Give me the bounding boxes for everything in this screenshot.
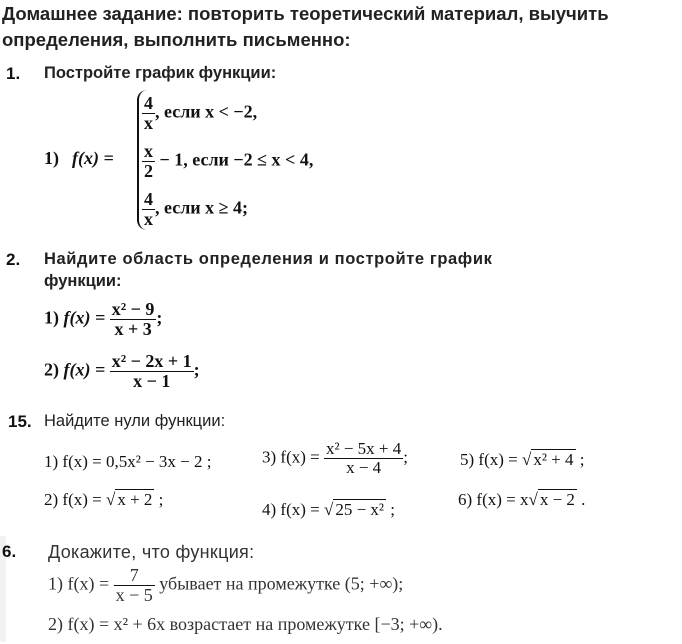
task2-title-line2: функции: <box>44 272 122 290</box>
task15-item1: 1) f(x) = 0,5x² − 3x − 2 ; <box>44 452 212 471</box>
task2-title-line1: Найдите область определения и постройте график <box>44 250 493 268</box>
task1-fx: f(x) = <box>72 148 114 168</box>
task2-item1: 1) f(x) = $\frac{\text{x² − 9}}{x + 3}$ ; <box>44 299 163 339</box>
assignment-header-line1: Домашнее задание: повторить теоретический материал, выучить <box>2 3 609 24</box>
task15-title: Найдите нули функции: <box>44 412 226 430</box>
task2-number: 2. <box>6 250 21 269</box>
task6-title: Докажите, что функция: <box>48 542 255 562</box>
task6-item2: 2) f(x) = x² + 6x возрастает на промежутке [−3; +∞). <box>48 614 443 634</box>
task1-item-label: 1) <box>44 148 59 168</box>
task15-number: 15. <box>8 412 32 431</box>
task1-case1: $\frac{4}{x}$ , если x < −2, <box>144 93 258 133</box>
task15-item3: 3) f(x) = $\frac{\text{x² − 5x + 4}}{x - 4}$ ; <box>262 439 408 477</box>
task1-number: 1. <box>6 64 21 83</box>
task6-item1: 1) f(x) = $\frac{7}{x - 5}$ убывает на промежутке (5; +∞); <box>48 565 404 605</box>
task6-number: 6. <box>2 542 17 561</box>
task15-item2: 2) f(x) = √ x + 2 ; <box>44 490 164 509</box>
task2-item2: 2) f(x) = $\frac{\text{x² − 2x + 1}}{x - 1}$ ; <box>44 351 200 391</box>
task15-item5: 5) f(x) = √ x² + 4 ; <box>460 450 585 469</box>
task15-item4: 4) f(x) = √ 25 − x² ; <box>262 500 395 519</box>
task1-title: Постройте график функции: <box>44 64 277 82</box>
task1-case3: $\frac{4}{x}$ , если x ≥ 4; <box>144 189 249 229</box>
assignment-header-line2: определения, выполнить письменно: <box>2 29 351 50</box>
task1-case2: $\frac{x}{2}$ − 1, если −2 ≤ x < 4, <box>144 141 314 181</box>
task15-item6: 6) f(x) = x√ x − 2 . <box>458 490 586 509</box>
